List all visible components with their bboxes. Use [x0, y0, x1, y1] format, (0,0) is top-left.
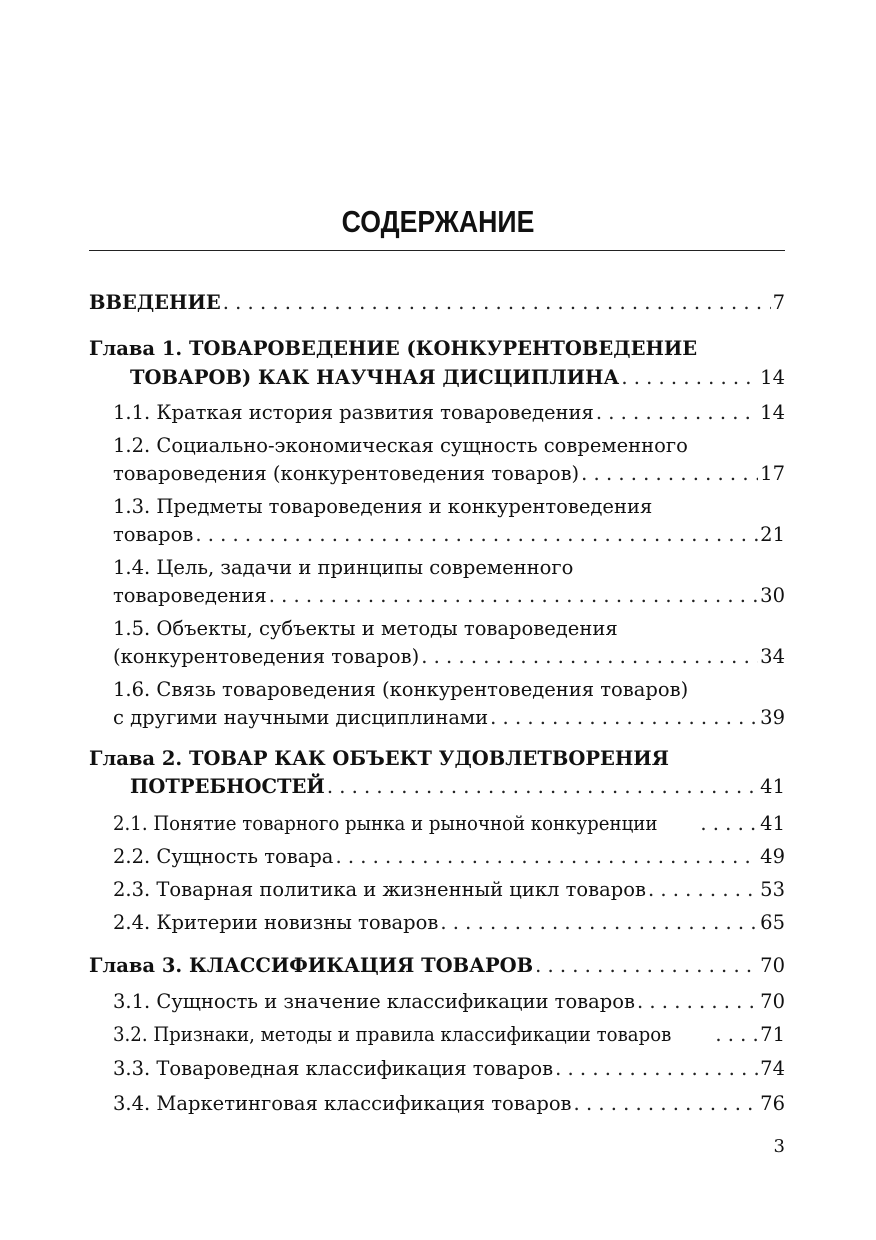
dot-leader [223, 289, 771, 317]
toc-section-2-3[interactable] [113, 876, 785, 904]
toc-entry-text: 1.1. Краткая история развития товароведения [113, 401, 594, 424]
toc-section-1-2[interactable] [113, 432, 785, 460]
toc-section-1-5-cont[interactable] [113, 643, 785, 671]
toc-entry-text: 1.5. Объекты, субъекты и методы товароведения [113, 617, 618, 640]
toc-section-1-2-cont[interactable] [113, 460, 785, 488]
toc-entry-page: 76 [760, 1092, 785, 1115]
toc-section-1-6[interactable] [113, 676, 785, 704]
toc-entry-text: 1.4. Цель, задачи и принципы современного [113, 556, 574, 579]
dot-leader [327, 773, 758, 801]
dot-leader [535, 952, 758, 980]
toc-entry-text: ПОТРЕБНОСТЕЙ [130, 775, 325, 798]
toc-chapter-2-heading[interactable] [89, 745, 785, 773]
toc-section-1-4-cont[interactable] [113, 582, 785, 610]
toc-entry-text: ВВЕДЕНИЕ [89, 291, 221, 314]
toc-section-1-3-cont[interactable] [113, 521, 785, 549]
toc-chapter-1-heading[interactable] [89, 335, 785, 363]
toc-section-2-4[interactable] [113, 909, 785, 937]
toc-entry-page: 14 [760, 401, 785, 424]
toc-chapter-2-heading-cont[interactable] [130, 773, 785, 801]
toc-section-2-1[interactable] [113, 810, 785, 838]
dot-leader [581, 460, 758, 488]
toc-entry-page: 17 [760, 462, 785, 485]
toc-entry-page: 41 [760, 775, 785, 798]
toc-section-1-5[interactable] [113, 615, 785, 643]
page-number: 3 [773, 1136, 785, 1157]
toc-section-3-2[interactable] [113, 1021, 785, 1049]
toc-entry-text: ТОВАРОВ) КАК НАУЧНАЯ ДИСЦИПЛИНА [130, 366, 620, 389]
dot-leader [421, 643, 758, 671]
dot-leader [621, 364, 758, 392]
dot-leader [440, 909, 758, 937]
dot-leader [596, 399, 758, 427]
toc-entry-text: 2.3. Товарная политика и жизненный цикл товаров [113, 878, 646, 901]
toc-section-1-6-cont[interactable] [113, 704, 785, 732]
toc-entry-introduction[interactable] [89, 289, 785, 317]
toc-entry-page: 74 [760, 1057, 785, 1080]
toc-section-1-3[interactable] [113, 493, 785, 521]
toc-entry-page: 30 [760, 584, 785, 607]
toc-section-3-4[interactable] [113, 1090, 785, 1118]
toc-entry-text: с другими научными дисциплинами [113, 706, 489, 729]
toc-entry-text: 3.3. Товароведная классификация товаров [113, 1057, 554, 1080]
toc-entry-text: 1.2. Социально-экономическая сущность современного [113, 434, 688, 457]
dot-leader [700, 810, 758, 838]
toc-entry-page: 65 [760, 911, 785, 934]
toc-entry-page: 70 [760, 990, 785, 1013]
toc-entry-text: (конкурентоведения товаров) [113, 645, 420, 668]
toc-entry-page: 49 [760, 845, 785, 868]
toc-entry-text: товароведения (конкурентоведения товаров) [113, 462, 580, 485]
toc-entry-text: 3.1. Сущность и значение классификации товаров [113, 990, 635, 1013]
toc-entry-page: 71 [760, 1023, 785, 1046]
toc-entry-text: Глава 3. КЛАССИФИКАЦИЯ ТОВАРОВ [89, 954, 534, 977]
toc-entry-text: товароведения [113, 584, 267, 607]
toc-section-3-3[interactable] [113, 1055, 785, 1083]
toc-entry-text: 1.3. Предметы товароведения и конкурентоведения [113, 495, 653, 518]
toc-entry-page: 39 [760, 706, 785, 729]
toc-entry-text: 3.4. Маркетинговая классификация товаров [113, 1092, 572, 1115]
dot-leader [195, 521, 758, 549]
toc-section-2-2[interactable] [113, 843, 785, 871]
page-title: СОДЕРЖАНИЕ [341, 204, 535, 239]
toc-entry-text: 1.6. Связь товароведения (конкурентоведения товаров) [113, 678, 689, 701]
toc-entry-page: 34 [760, 645, 785, 668]
toc-entry-text: товаров [113, 523, 194, 546]
dot-leader [555, 1055, 758, 1083]
toc-entry-text: 2.2. Сущность товара [113, 845, 334, 868]
dot-leader [715, 1021, 758, 1049]
dot-leader [637, 988, 758, 1016]
toc-entry-page: 41 [760, 812, 785, 835]
title-divider [89, 250, 785, 251]
toc-chapter-3-heading[interactable] [89, 952, 785, 980]
toc-entry-text: 3.2. Признаки, методы и правила классификации товаров [113, 1023, 672, 1046]
toc-entry-page: 21 [760, 523, 785, 546]
toc-entry-text: 2.4. Критерии новизны товаров [113, 911, 439, 934]
toc-entry-page: 14 [760, 366, 785, 389]
toc-entry-text: Глава 1. ТОВАРОВЕДЕНИЕ (КОНКУРЕНТОВЕДЕНИЕ [89, 337, 698, 360]
dot-leader [648, 876, 758, 904]
toc-entry-text: 2.1. Понятие товарного рынка и рыночной конкуренции [113, 812, 658, 835]
dot-leader [490, 704, 758, 732]
toc-section-1-1[interactable] [113, 399, 785, 427]
toc-entry-text: Глава 2. ТОВАР КАК ОБЪЕКТ УДОВЛЕТВОРЕНИЯ [89, 747, 669, 770]
toc-section-1-4[interactable] [113, 554, 785, 582]
toc-entry-page: 7 [772, 291, 785, 314]
toc-entry-page: 53 [760, 878, 785, 901]
toc-chapter-1-heading-cont[interactable] [130, 364, 785, 392]
dot-leader [574, 1090, 759, 1118]
toc-entry-page: 70 [760, 954, 785, 977]
toc-section-3-1[interactable] [113, 988, 785, 1016]
dot-leader [269, 582, 758, 610]
dot-leader [335, 843, 758, 871]
